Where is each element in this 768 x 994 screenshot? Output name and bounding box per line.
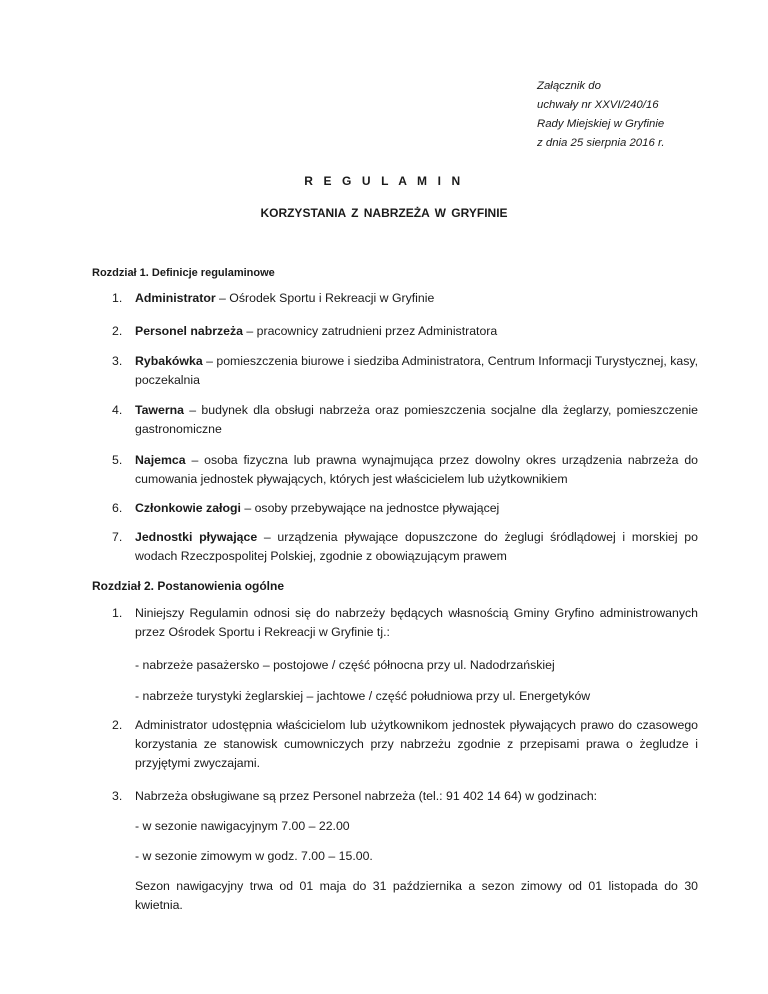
quay-description: - nabrzeże turystyki żeglarskiej – jachtowe / część południowa przy ul. Energetyków bbox=[135, 689, 591, 703]
item-number: 7. bbox=[112, 530, 123, 544]
provision-item bbox=[112, 716, 698, 773]
quay-description: - nabrzeże pasażersko – postojowe / część północna przy ul. Nadodrzańskiej bbox=[135, 658, 555, 672]
provision-text: Administrator udostępnia właścicielom lub użytkownikom jednostek pływających prawo do czasowego korzystania ze stanowisk cumowniczych przy nabrzeżu zgodnie z przepisami prawa o żegludze i przyjętymi zwyczajami. bbox=[135, 718, 698, 770]
definition-item bbox=[112, 322, 698, 341]
definition-text: – urządzenia pływające dopuszczone do żeglugi śródlądowej i morskiej po wodach Rzeczpospolitej Polskiej, zgodnie z obowiązującym prawem bbox=[135, 530, 698, 563]
definition-term: Tawerna bbox=[135, 403, 184, 417]
document-subtitle: KORZYSTANIA Z NABRZEŻA W GRYFINIE bbox=[260, 206, 508, 220]
winter-hours: - w sezonie zimowym w godz. 7.00 – 15.00. bbox=[135, 849, 373, 863]
definition-term: Najemca bbox=[135, 453, 186, 467]
definition-item bbox=[112, 289, 698, 308]
provision-item bbox=[112, 787, 698, 806]
chapter-2-heading: Rozdział 2. Postanowienia ogólne bbox=[92, 579, 285, 593]
definition-item bbox=[112, 528, 698, 566]
item-number: 2. bbox=[112, 324, 123, 338]
item-number: 5. bbox=[112, 453, 123, 467]
chapter-1-heading: Rozdział 1. Definicje regulaminowe bbox=[92, 267, 275, 279]
definition-text: – pomieszczenia biurowe i siedziba Administratora, Centrum Informacji Turystycznej, kasy, poczekalnia bbox=[135, 354, 698, 387]
provision-item bbox=[112, 604, 698, 642]
definition-text: – osoba fizyczna lub prawna wynajmująca przez dowolny okres urządzenia nabrzeża do cumowania jednostek pływających, których jest właścicielem lub użytkownikiem bbox=[135, 453, 698, 486]
annex-note bbox=[537, 77, 665, 153]
definition-term: Jednostki pływające bbox=[135, 530, 258, 544]
annex-line: z dnia 25 sierpnia 2016 r. bbox=[537, 137, 665, 149]
season-hours: - w sezonie nawigacyjnym 7.00 – 22.00 bbox=[135, 819, 350, 833]
item-number: 6. bbox=[112, 501, 123, 515]
item-number: 1. bbox=[112, 291, 123, 305]
item-number: 3. bbox=[112, 789, 123, 803]
definition-text: – Ośrodek Sportu i Rekreacji w Gryfinie bbox=[215, 291, 435, 305]
item-number: 4. bbox=[112, 403, 123, 417]
season-period: Sezon nawigacyjny trwa od 01 maja do 31 października a sezon zimowy od 01 listopada do 30 kwietnia. bbox=[135, 879, 698, 912]
definition-text: – budynek dla obsługi nabrzeża oraz pomieszczenia socjalne dla żeglarzy, pomieszczenie gastronomiczne bbox=[135, 403, 698, 436]
definition-text: – pracownicy zatrudnieni przez Administratora bbox=[242, 324, 498, 338]
definition-term: Personel nabrzeża bbox=[135, 324, 243, 338]
definition-term: Członkowie załogi bbox=[135, 501, 241, 515]
annex-line: uchwały nr XXVI/240/16 bbox=[537, 99, 659, 111]
annex-line: Załącznik do bbox=[537, 80, 601, 92]
definition-text: – osoby przebywające na jednostce pływającej bbox=[240, 501, 500, 515]
definition-item bbox=[112, 401, 698, 439]
annex-line: Rady Miejskiej w Gryfinie bbox=[537, 118, 665, 130]
item-number: 1. bbox=[112, 606, 123, 620]
definition-item bbox=[112, 451, 698, 489]
item-number: 3. bbox=[112, 354, 123, 368]
definition-item bbox=[112, 499, 698, 518]
provision-text: Niniejszy Regulamin odnosi się do nabrzeży będących własnością Gminy Gryfino administrowanych przez Ośrodek Sportu i Rekreacji w Gryfinie tj.: bbox=[135, 606, 698, 639]
definition-term: Rybakówka bbox=[135, 354, 203, 368]
definition-term: Administrator bbox=[135, 291, 216, 305]
item-number: 2. bbox=[112, 718, 123, 732]
document-title: R E G U L A M I N bbox=[304, 174, 464, 188]
provision-text: Nabrzeża obsługiwane są przez Personel nabrzeża (tel.: 91 402 14 64) w godzinach: bbox=[135, 789, 598, 803]
definition-item bbox=[112, 352, 698, 390]
